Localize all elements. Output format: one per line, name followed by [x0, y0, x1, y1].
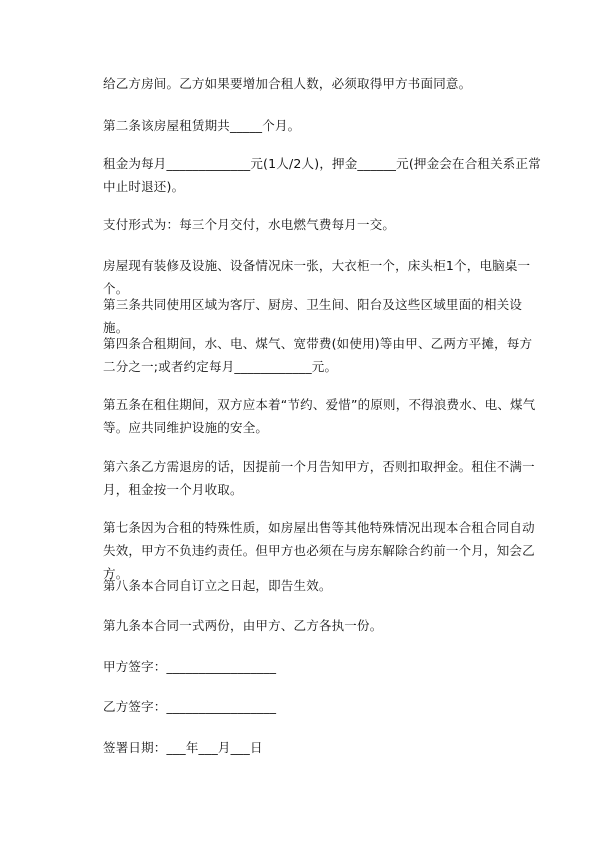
paragraph-article-2-term: 第二条该房屋租赁期共_____个月。 — [103, 118, 301, 133]
paragraph-article-9-copies: 第九条本合同一式两份，由甲方、乙方各执一份。 — [103, 618, 383, 633]
paragraph-article-4-utilities: 第四条合租期间，水、电、煤气、宽带费(如使用)等由甲、乙两方平摊，每方二分之一;或者约定每月____________元。 — [103, 336, 533, 374]
paragraph-rent-deposit: 租金为每月_____________元(1人/2人)，押金______元(押金会在合租关系正常中止时退还)。 — [103, 156, 541, 194]
paragraph-article-8-effective: 第八条本合同自订立之日起，即告生效。 — [103, 578, 332, 593]
paragraph-article-3-shared: 第三条共同使用区域为客厅、厨房、卫生间、阳台及这些区域里面的相关设施。 — [103, 297, 523, 335]
party-b-signature-line: 乙方签字：_________________ — [103, 699, 277, 714]
paragraph-room-assignment: 给乙方房间。乙方如果要增加合租人数，必须取得甲方书面同意。 — [103, 76, 472, 91]
paragraph-article-6-moveout: 第六条乙方需退房的话，因提前一个月告知甲方，否则扣取押金。租住不满一月，租金按一个月收取。 — [103, 459, 535, 497]
paragraph-payment-method: 支付形式为：每三个月交付，水电燃气费每月一交。 — [103, 217, 396, 232]
signing-date-line: 签署日期：___年___月___日 — [103, 740, 263, 755]
paragraph-article-7-special: 第七条因为合租的特殊性质，如房屋出售等其他特殊情况出现本合租合同自动失效，甲方不负违约责任。但甲方也必须在与房东解除合约前一个月，知会乙方。 — [103, 520, 535, 581]
paragraph-article-5-conservation: 第五条在租住期间，双方应本着“节约、爱惜”的原则，不得浪费水、电、煤气等。应共同维护设施的安全。 — [103, 397, 536, 435]
paragraph-furnishings: 房屋现有装修及设施、设备情况床一张，大衣柜一个，床头柜1个，电脑桌一个。 — [103, 258, 531, 296]
party-a-signature-line: 甲方签字：_________________ — [103, 659, 277, 674]
